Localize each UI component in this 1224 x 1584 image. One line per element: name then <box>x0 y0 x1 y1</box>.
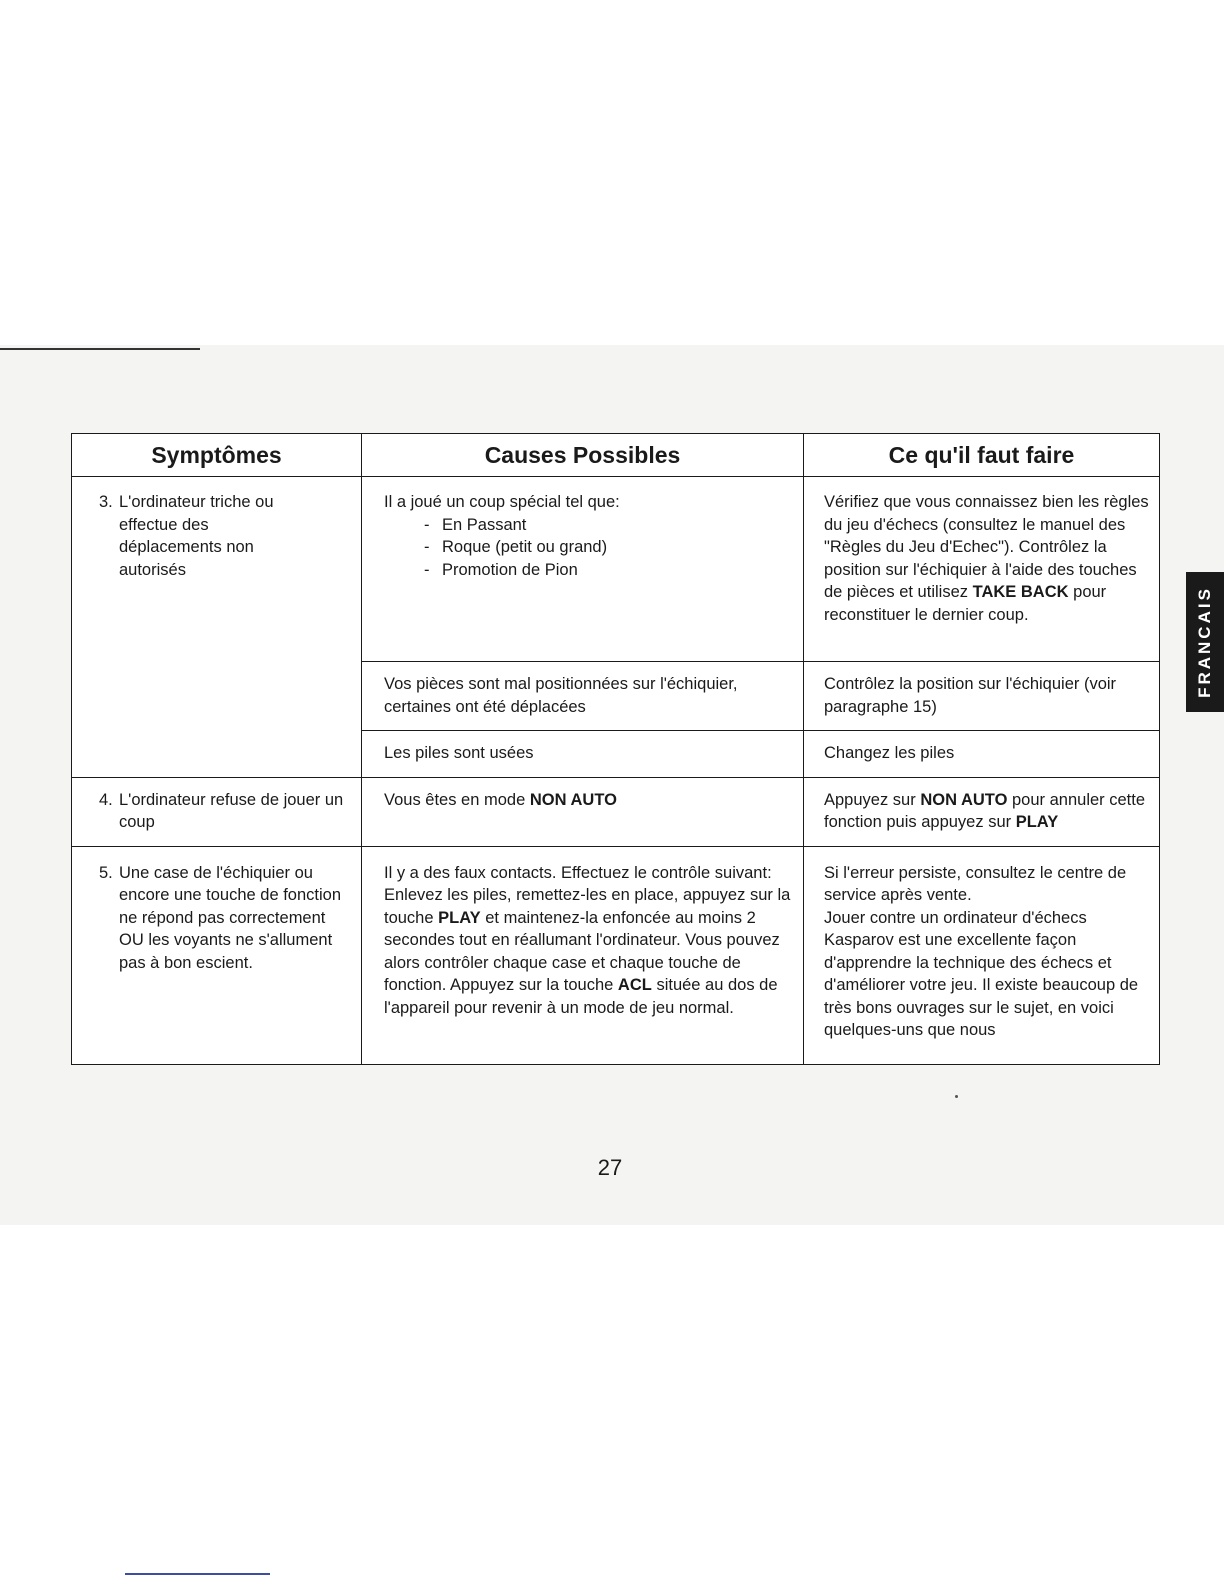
symptom-number: 4. <box>99 790 113 809</box>
symptom-text: L'ordinateur triche ou effectue des déplacements non autorisés <box>119 493 274 579</box>
table-row <box>72 477 1160 662</box>
cause-text: Vos pièces sont mal positionnées sur l'échiquier, certaines ont été déplacées <box>384 675 738 716</box>
action-cell <box>804 777 1160 846</box>
cause-cell <box>362 662 804 731</box>
cause-text: Les piles sont usées <box>384 744 534 762</box>
symptom-text: Une case de l'échiquier ou encore une touche de fonction ne répond pas correctement OU les voyants ne s'allument pas à bon escient. <box>119 863 342 972</box>
cause-cell <box>362 477 804 662</box>
symptom-cell <box>72 777 362 846</box>
table-row <box>72 846 1160 1064</box>
cause-cell <box>362 731 804 778</box>
page-number: 27 <box>597 1155 623 1180</box>
key-name: PLAY <box>438 908 481 927</box>
action-text: Contrôlez la position sur l'échiquier (voir paragraphe 15) <box>824 675 1117 716</box>
cause-text: Vous êtes en mode <box>384 790 526 809</box>
symptom-cell <box>72 846 362 1064</box>
scan-edge-line <box>0 348 200 350</box>
key-name: ACL <box>617 976 652 994</box>
cause-text: Enlevez les piles, remettez-les en place, appuyez sur la touche <box>384 886 791 927</box>
language-tab-label: FRANCAIS <box>1195 586 1214 698</box>
symptom-number: 5. <box>99 863 113 882</box>
cause-text: située au dos de l'appareil pour revenir à un mode de jeu normal. <box>384 976 778 1017</box>
list-item: - Promotion de Pion <box>424 559 791 582</box>
symptom-text: L'ordinateur refuse de jouer un coup <box>119 790 344 831</box>
table-row <box>72 777 1160 846</box>
cause-text: et maintenez-la enfoncée au moins 2 secondes tout en réallumant l'ordinateur. Vous pouvez alors contrôler chaque case et chaque touche de fonction. Appuyez sur la touche <box>384 908 780 994</box>
key-name: TAKE BACK <box>972 583 1069 601</box>
header-causes: Causes Possibles <box>362 434 804 477</box>
language-tab <box>1186 572 1224 712</box>
mode-name: NON AUTO <box>529 790 617 809</box>
header-actions: Ce qu'il faut faire <box>804 434 1160 477</box>
list-item: - Roque (petit ou grand) <box>424 536 791 559</box>
action-text: pour annuler cette fonction puis appuyez sur <box>824 790 1146 831</box>
symptom-number: 3. <box>99 493 113 511</box>
scan-edge-line <box>125 1573 270 1575</box>
action-cell <box>804 731 1160 778</box>
action-text: Vérifiez que vous connaissez bien les règles du jeu d'échecs (consultez le manuel des "Règles du Jeu d'Echec"). Contrôlez la position sur l'échiquier à l'aide des touches de pièces et utilisez <box>824 493 1149 601</box>
action-cell <box>804 662 1160 731</box>
action-text: pour reconstituer le dernier coup. <box>824 583 1107 624</box>
scan-speck <box>955 1095 958 1098</box>
action-text: Appuyez sur <box>824 790 916 809</box>
cause-intro: Il a joué un coup spécial tel que: <box>384 493 620 511</box>
cause-cell <box>362 777 804 846</box>
troubleshooting-table <box>71 433 1160 1065</box>
cause-cell <box>362 846 804 1064</box>
key-name: PLAY <box>1015 813 1059 831</box>
special-moves-list <box>384 514 791 582</box>
action-text: Si l'erreur persiste, consultez le centre de service après vente. <box>824 863 1127 904</box>
list-item: - En Passant <box>424 514 791 537</box>
action-cell <box>804 477 1160 662</box>
symptom-cell <box>72 477 362 778</box>
action-text: Jouer contre un ordinateur d'échecs Kasparov est une excellente façon d'apprendre la technique des échecs et d'améliorer votre jeu. Il existe beaucoup de très bons ouvrages sur le sujet, en voici quelques-uns que nous <box>824 908 1139 1039</box>
action-text: Changez les piles <box>824 744 955 762</box>
header-row <box>72 434 1160 477</box>
action-cell <box>804 846 1160 1064</box>
cause-text: Il y a des faux contacts. Effectuez le contrôle suivant: <box>384 863 772 882</box>
header-symptoms: Symptômes <box>72 434 362 477</box>
key-name: NON AUTO <box>920 790 1008 809</box>
